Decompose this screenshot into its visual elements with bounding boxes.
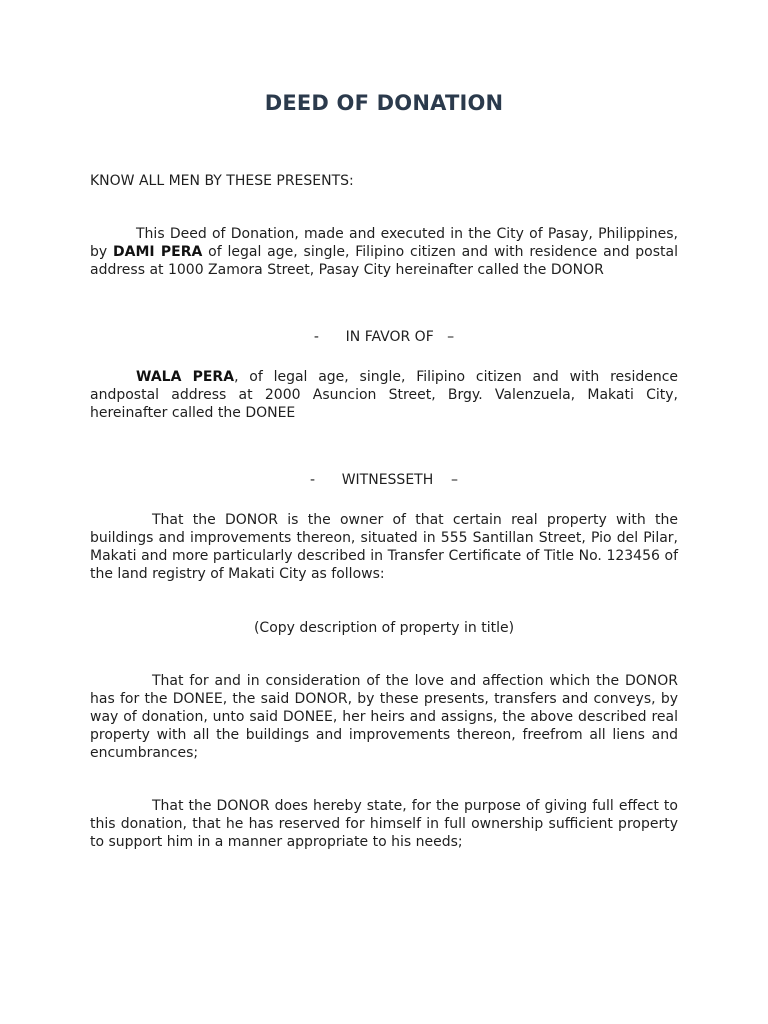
paragraph-donor-rest: of legal age, single, Filipino citizen and with residence and postal address at 1000 Zamora Street, Pasay City hereinafter called the DONOR — [90, 244, 678, 278]
in-favor-of-separator: - IN FAVOR OF – — [313, 329, 455, 345]
document-title: DEED OF DONATION — [264, 91, 504, 115]
paragraph-conveyance: That for and in consideration of the love and affection which the DONOR has for the DONEE, the said DONOR, by these presents, transfers and conveys, by way of donation, unto said DONEE, her heirs and assigns, the above described real property with all the buildings and improvements thereon, freefrom all liens and encumbrances; — [90, 673, 678, 761]
paragraph-donee-rest: , of legal age, single, Filipino citizen and with residence andpostal address at 2000 Asuncion Street, Brgy. Valenzuela, Makati City, hereinafter called the DONEE — [90, 369, 679, 421]
preamble: KNOW ALL MEN BY THESE PRESENTS: — [90, 173, 354, 189]
witnesseth-separator: - WITNESSETH – — [309, 472, 459, 488]
donee-name: WALA PERA — [136, 369, 235, 385]
donor-name: DAMI PERA — [113, 244, 203, 260]
paragraph-donor — [90, 225, 678, 279]
paragraph-property: That the DONOR is the owner of that certain real property with the buildings and improvements thereon, situated in 555 Santillan Street, Pio del Pilar, Makati and more particularly described in Transfer Certificate of Title No. 123456 of the land registry of Makati City as follows: — [90, 512, 678, 582]
paragraph-donee — [90, 368, 678, 422]
paragraph-donor-lead: This Deed of Donation, made and executed in the City of Pasay, Philippines, by — [90, 226, 678, 260]
property-description-note: (Copy description of property in title) — [253, 620, 515, 636]
paragraph-reservation: That the DONOR does hereby state, for the purpose of giving full effect to this donation, that he has reserved for himself in full ownership sufficient property to support him in a manner appropriate to his needs; — [90, 798, 678, 850]
